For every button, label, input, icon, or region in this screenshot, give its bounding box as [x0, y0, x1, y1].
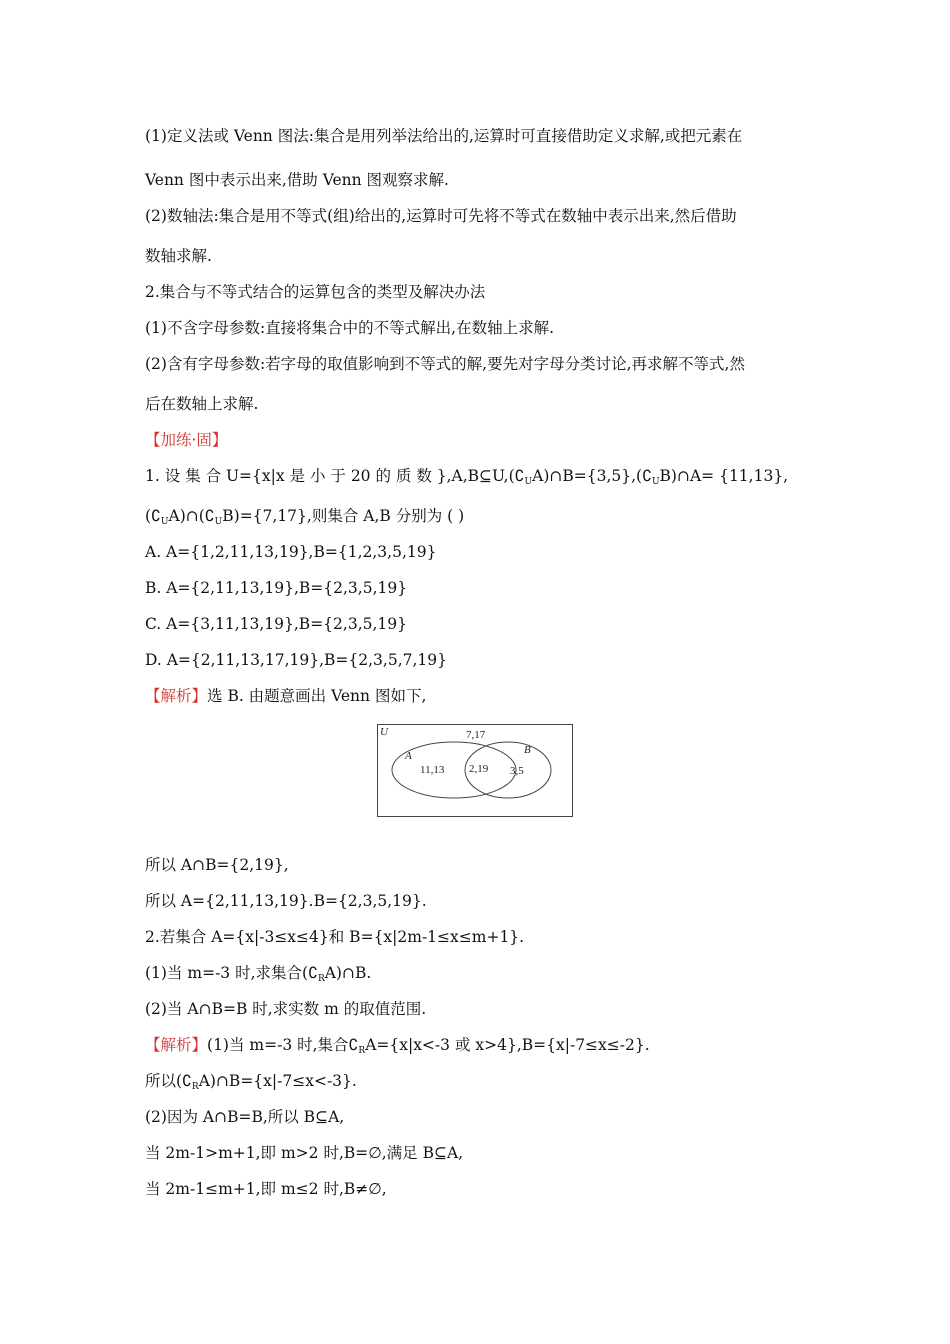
q1-analysis: [145, 686, 426, 706]
q2-result: [145, 1071, 357, 1094]
option-d: D. A={2,11,13,17,19},B={2,3,5,7,19}: [145, 651, 448, 669]
paragraph-no-parameter: (1)不含字母参数:直接将集合中的不等式解出,在数轴上求解.: [145, 319, 555, 337]
q2-part-1: [145, 963, 371, 986]
q2-analysis: [145, 1035, 650, 1058]
label-u: U: [380, 726, 388, 738]
analysis-tag: 【解析】: [145, 1036, 208, 1054]
q2-subscript: R: [317, 974, 325, 984]
label-b: B: [524, 744, 531, 756]
q1-stem-part: B)={7,17},则集合 A,B 分别为 ( ): [222, 507, 465, 525]
question-1-stem-cont: [145, 506, 464, 529]
option-c: C. A={3,11,13,19},B={2,3,5,19}: [145, 615, 407, 633]
analysis-text: (1)当 m=-3 时,集合∁: [207, 1036, 359, 1054]
analysis-text: 选 B. 由题意画出 Venn 图如下,: [207, 687, 427, 705]
question-2-stem: 2.若集合 A={x|-3≤x≤4}和 B={x|2m-1≤x≤m+1}.: [145, 928, 525, 946]
q2-step-1: (2)因为 A∩B=B,所以 B⊆A,: [145, 1108, 345, 1126]
region-outside: 7,17: [466, 729, 486, 741]
venn-diagram: [377, 724, 573, 817]
paragraph-with-parameter-cont: 后在数轴上求解.: [145, 395, 259, 413]
q1-stem-part: A)∩B={3,5},(∁: [532, 467, 652, 485]
q2-part-1-text: (1)当 m=-3 时,求集合(∁: [145, 964, 318, 982]
q2-subscript: R: [191, 1082, 199, 1092]
q2-result-text: 所以(∁: [145, 1072, 192, 1090]
q1-stem-part: (∁: [145, 507, 161, 525]
analysis-text: A={x|x<-3 或 x>4},B={x|-7≤x≤-2}.: [365, 1036, 650, 1054]
region-only-a: 11,13: [420, 764, 445, 776]
q2-step-3: 当 2m-1≤m+1,即 m≤2 时,B≠∅,: [145, 1180, 387, 1198]
paragraph-number-line-method: (2)数轴法:集合是用不等式(组)给出的,运算时可先将不等式在数轴中表示出来,然后借助: [145, 207, 737, 225]
q1-stem-part: 1. 设 集 合 U={x|x 是 小 于 20 的 质 数 },A,B⊆U,(∁: [145, 467, 525, 485]
paragraph-venn-method: (1)定义法或 Venn 图法:集合是用列举法给出的,运算时可直接借助定义求解,或把元素在: [145, 127, 743, 145]
analysis-tag: 【解析】: [145, 687, 208, 705]
paragraph-with-parameter: (2)含有字母参数:若字母的取值影响到不等式的解,要先对字母分类讨论,再求解不等式,然: [145, 355, 745, 373]
q2-step-2: 当 2m-1>m+1,即 m>2 时,B=∅,满足 B⊆A,: [145, 1144, 464, 1162]
paragraph-number-line-method-cont: 数轴求解.: [145, 247, 212, 265]
option-a: A. A={1,2,11,13,19},B={1,2,3,5,19}: [145, 543, 437, 561]
q2-result-text: A)∩B={x|-7≤x<-3}.: [198, 1072, 357, 1090]
q1-stem-part: B)∩A= {11,13},: [659, 467, 789, 485]
q2-subscript: R: [358, 1046, 366, 1056]
q1-stem-subscript: U: [651, 477, 660, 487]
q1-conclusion-2: 所以 A={2,11,13,19}.B={2,3,5,19}.: [145, 892, 427, 910]
q2-part-1-text: A)∩B.: [324, 964, 372, 982]
q1-conclusion-1: 所以 A∩B={2,19},: [145, 856, 289, 874]
paragraph-venn-method-cont: Venn 图中表示出来,借助 Venn 图观察求解.: [145, 171, 449, 189]
region-only-b: 3,5: [510, 765, 524, 777]
label-a: A: [405, 750, 412, 762]
q1-stem-subscript: U: [160, 517, 169, 527]
option-b: B. A={2,11,13,19},B={2,3,5,19}: [145, 579, 408, 597]
q1-stem-subscript: U: [524, 477, 533, 487]
section-heading-2: 2.集合与不等式结合的运算包含的类型及解决办法: [145, 283, 486, 301]
q1-stem-part: A)∩(∁: [168, 507, 215, 525]
question-1-stem: [145, 466, 788, 489]
q1-stem-subscript: U: [214, 517, 223, 527]
practice-header: 【加练·固】: [145, 431, 228, 449]
q2-part-2: (2)当 A∩B=B 时,求实数 m 的取值范围.: [145, 1000, 427, 1018]
region-intersection: 2,19: [469, 763, 489, 775]
